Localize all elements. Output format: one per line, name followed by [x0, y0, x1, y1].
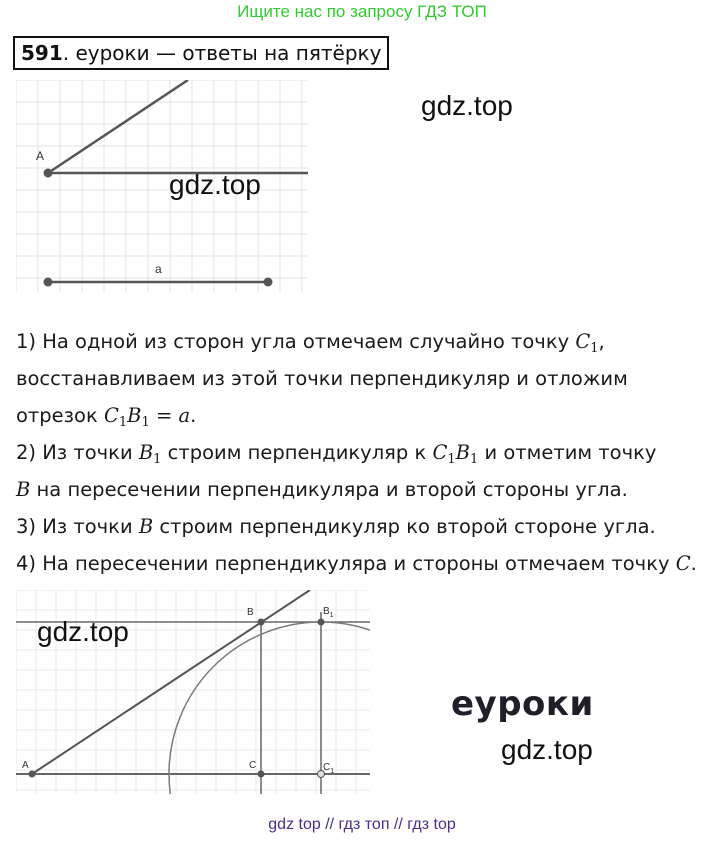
step-2-line-2: B на пересечении перпендикуляра и второй стороны угла. — [16, 478, 628, 501]
watermark: gdz.top — [501, 734, 593, 765]
problem-title-text: . еуроки — ответы на пятёрку — [62, 41, 382, 65]
solution-text — [16, 323, 716, 582]
point-b — [258, 619, 265, 626]
label-b: B — [247, 607, 254, 618]
point-a — [29, 771, 36, 778]
watermark: gdz.top — [421, 90, 513, 121]
watermark: gdz.top — [169, 169, 261, 200]
footer-links[interactable]: gdz top // гдз топ // гдз top — [268, 816, 456, 833]
label-point-a: A — [36, 149, 45, 163]
step-3: 3) Из точки B строим перпендикуляр ко второй стороне угла. — [16, 515, 656, 538]
label-segment-a: a — [155, 262, 162, 276]
step-1-line-3: отрезок $C_1B_1 = a$. — [16, 404, 197, 430]
problem-number: 591 — [21, 41, 63, 65]
label-c: C — [249, 760, 257, 771]
point-a — [44, 169, 53, 178]
label-b1: $B_1$ — [323, 606, 334, 619]
label-c1: $C_1$ — [323, 762, 335, 775]
grid — [16, 80, 308, 292]
segment-a-end — [264, 278, 273, 287]
watermark: gdz.top — [37, 616, 129, 647]
angle-side-upper — [48, 80, 188, 173]
construction-arc — [169, 622, 370, 794]
step-1-line-1: 1) На одной из сторон угла отмечаем случайно точку $C_1$, — [16, 330, 605, 356]
segment-a-start — [44, 278, 53, 287]
step-2-line-1: 2) Из точки $B_1$ строим перпендикуляр к $C_1B_1$ и отметим точку — [16, 441, 657, 467]
step-1-line-2: восстанавливаем из этой точки перпендикуляр и отложим — [16, 367, 628, 390]
brand-logo-text: еуроки — [451, 684, 594, 724]
figure-angle-and-segment — [16, 80, 308, 292]
top-banner[interactable]: Ищите нас по запросу ГДЗ ТОП — [237, 2, 487, 21]
point-b1 — [318, 619, 325, 626]
step-4: 4) На пересечении перпендикуляра и стороны отмечаем точку C. — [16, 552, 697, 575]
problem-title — [13, 36, 389, 70]
point-c — [258, 771, 265, 778]
label-a: A — [22, 760, 29, 771]
